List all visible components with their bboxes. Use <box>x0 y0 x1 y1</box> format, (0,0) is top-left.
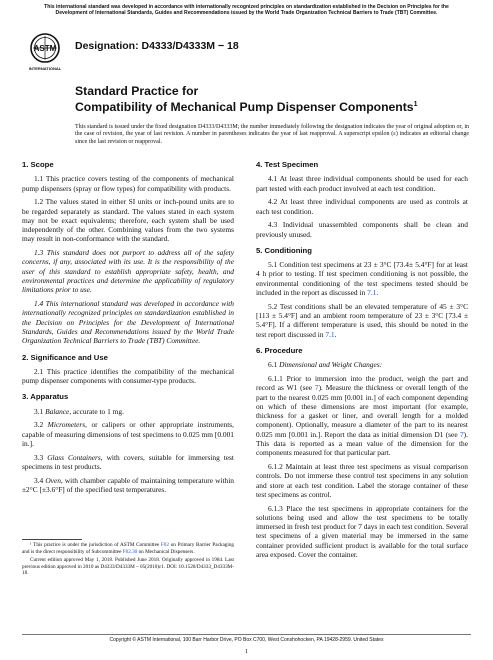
title-line-2 <box>75 98 475 114</box>
section-5-heading: 5. Conditioning <box>256 245 312 255</box>
section-3-heading: 3. Apparatus <box>22 392 69 402</box>
paragraph-3-2-number: 3.2 <box>34 420 44 430</box>
footnote-1 <box>22 542 234 555</box>
paragraph-3-3-text: with covers, suitable for immersing test specimens in test products. <box>22 452 234 471</box>
paragraph-3-3-number: 3.3 <box>34 452 44 462</box>
paragraph-6-1-1 <box>256 374 468 458</box>
section-4-heading: 4. Test Specimen <box>256 160 319 169</box>
paragraph-3-2 <box>22 420 234 448</box>
paragraph-4-2: 4.2 At least three individual components are used as controls at each test condition. <box>256 197 468 216</box>
footnotes <box>22 542 234 579</box>
section-7-link[interactable]: 7 <box>314 383 319 393</box>
paragraph-3-3 <box>22 453 234 472</box>
paragraph-2-1: 2.1 This practice identifies the compatibility of the mechanical pump dispenser components with consumer-type products. <box>22 366 234 386</box>
paragraph-6-1-1-text-a: 6.1.1 Prior to immersion into the product, weigh the part and record as W1 (see <box>256 373 468 393</box>
title-block <box>75 84 475 114</box>
footnote-edition: Current edition approved May 1, 2018. Published June 2018. Originally approved in 1984. Last previous edition approved in 2010 as D4333/D4333M – 05(2010)ε1. DOI: 10.1520/D4333_D4333M-18. <box>22 557 234 576</box>
footnote-1-text-a: ¹ This practice is under the jurisdiction of ASTM Committee <box>30 542 160 548</box>
committee-f02-link[interactable]: F02 <box>160 542 169 548</box>
paragraph-6-1 <box>256 360 468 369</box>
paragraph-6-1-1-text-c: ). This data is reported as a mean value of the dimension for the components measured for that particular part. <box>256 429 468 458</box>
subcommittee-f02-30-link[interactable]: F02.30 <box>122 548 138 555</box>
paragraph-6-1-term: Dimensional and Weight Changes: <box>279 360 383 370</box>
paragraph-5-2 <box>256 302 468 339</box>
designation: Designation: D4333/D4333M − 18 <box>75 40 239 52</box>
title-text: Compatibility of Mechanical Pump Dispenser Components <box>75 100 414 115</box>
paragraph-6-1-3: 6.1.3 Place the test specimens in appropriate containers for the solutions being used and allow the test specimens to be totally immersed in fresh test product for 7 days in each test condition. Several test specimens of a given material may be immersed in the same container provided sufficient product is available for the total surface area exposed. Cover the container. <box>256 503 469 560</box>
section-1-heading: 1. Scope <box>22 160 54 169</box>
paragraph-6-1-2: 6.1.2 Maintain at least three test specimens as visual comparison controls. Do not immerse these control test specimens in any solution and store at each test condition. Label the storage container of these test specimens as control. <box>256 461 468 499</box>
section-7-1-link[interactable]: 7.1 <box>325 329 335 339</box>
paragraph-4-1: 4.1 At least three individual components should be used for each part tested with each product involved at each test condition. <box>256 174 468 193</box>
paragraph-6-1-number: 6.1 <box>268 360 278 370</box>
copyright-notice: Copyright © ASTM International, 100 Barr Harbor Drive, PO Box C700, West Conshohocken, PA 19428-2959. United States <box>109 637 384 643</box>
paragraph-5-2-end: . <box>334 329 337 339</box>
astm-logo <box>28 33 62 73</box>
paragraph-3-4-term: Oven, <box>45 475 63 485</box>
paragraph-3-2-text: or calipers or other appropriate instruments, capable of measuring dimensions of test specimens to 0.025 mm [0.001 in.]. <box>22 420 234 448</box>
paragraph-1-4: 1.4 This international standard was developed in accordance with internationally recognized principles on standardization established in the Decision on Principles for the Development of International Standards, Guides and Recommendations issued by the World Trade Organization Technical Barriers to Trade (TBT) Committee. <box>22 299 234 346</box>
paragraph-5-2-text: 5.2 Test conditions shall be an elevated temperature of 45 ± 3°C [113 ± 5.4°F] and an ambient room temperature of 23 ± 3°C [73.4 ± 5.4°F]. If a different temperature is used, this should be noted in the test report discussed in <box>256 301 468 339</box>
paragraph-3-1-term: Balance, <box>45 406 72 416</box>
paragraph-1-2: 1.2 The values stated in either SI units or inch-pound units are to be regarded separately as standard. The values stated in each system may not be exact equivalents; therefore, each system shall be used independently of the other. Combining values from the two systems may result in non-conformance with the standard. <box>22 197 234 244</box>
section-2-heading: 2. Significance and Use <box>22 352 108 362</box>
section-6-heading: 6. Procedure <box>256 345 303 355</box>
footnote-1-text-b: on Primary Barrier Packaging and is the direct responsibility of Subcommittee <box>22 542 235 555</box>
paragraph-3-2-term: Micrometers, <box>47 420 88 430</box>
paragraph-3-1 <box>22 407 234 416</box>
section-7-1-link[interactable]: 7.1 <box>367 288 377 298</box>
paragraph-3-4 <box>22 476 234 495</box>
paragraph-6-1-1-text-b: ). Measure the thickness or overall length of the part to the nearest 0.025 mm [0.001 in.] of each component depending on which of these dimensions are most important (for example, thickness for a gasket or liner, and overall length for a molded component). Optionally, measure a diameter of the part to its nearest 0.025 mm [0.001 in.]. Report the data as initial dimension D1 (see <box>256 383 468 439</box>
standards-notice: This international standard was developed in accordance with internationally recognized principles on standardization established in the Decision on Principles for the Development of International Standards, Guides and Recommendations issued by the World Trade Organization Technical Barriers to Trade (TBT) Committee. <box>44 4 449 16</box>
title-footnote-mark: 1 <box>413 101 418 108</box>
right-column <box>256 160 468 564</box>
page-number: 1 <box>244 648 249 655</box>
footnote-divider <box>22 539 82 540</box>
footnote-1-text-c: on Mechanical Dispensers. <box>138 548 195 555</box>
footer-divider <box>22 634 471 635</box>
paragraph-4-3: 4.3 Individual unassembled components shall be clean and previously unused. <box>256 220 468 239</box>
intro-paragraph: This standard is issued under the fixed designation D4333/D4333M; the number immediately following the designation indicates the year of original adoption or, in the case of revision, the year of last revision. A number in parentheses indicates the year of last reapproval. A superscript epsilon (ε) indicates an editorial change since the last revision or reapproval. <box>75 124 469 145</box>
paragraph-5-1-text: 5.1 Condition test specimens at 23 ± 3°C [73.4± 5.4°F] for at least 4 h prior to testing. If test specimen conditioning is not possible, the environmental conditioning of the test specimens tested should be included in the report as discussed in <box>256 260 468 298</box>
left-column <box>22 160 234 499</box>
section-7-link[interactable]: 7 <box>459 429 464 439</box>
paragraph-1-1: 1.1 This practice covers testing of the components of mechanical pump dispensers (spray or flow types) for compatibility with products. <box>22 174 234 193</box>
title-line-1: Standard Practice for <box>75 84 199 98</box>
paragraph-3-4-text: with chamber capable of maintaining temperature within ±2°C [±3.6°F] of the specified test temperatures. <box>22 475 234 494</box>
astm-logo-text: ASTM <box>33 44 57 53</box>
paragraph-3-1-number: 3.1 <box>34 406 44 416</box>
paragraph-3-4-number: 3.4 <box>34 475 44 485</box>
paragraph-5-1 <box>256 260 468 297</box>
paragraph-3-3-term: Glass Containers, <box>47 452 103 462</box>
astm-logo-subtext: INTERNATIONAL <box>28 66 62 71</box>
paragraph-3-1-text: accurate to 1 mg. <box>73 406 124 416</box>
paragraph-1-3: 1.3 This standard does not purport to address all of the safety concerns, if any, associated with its use. It is the responsibility of the user of this standard to establish appropriate safety, health, and environmental practices and determine the applicability of regulatory limitations prior to use. <box>22 248 234 295</box>
paragraph-5-1-end: . <box>376 288 379 298</box>
